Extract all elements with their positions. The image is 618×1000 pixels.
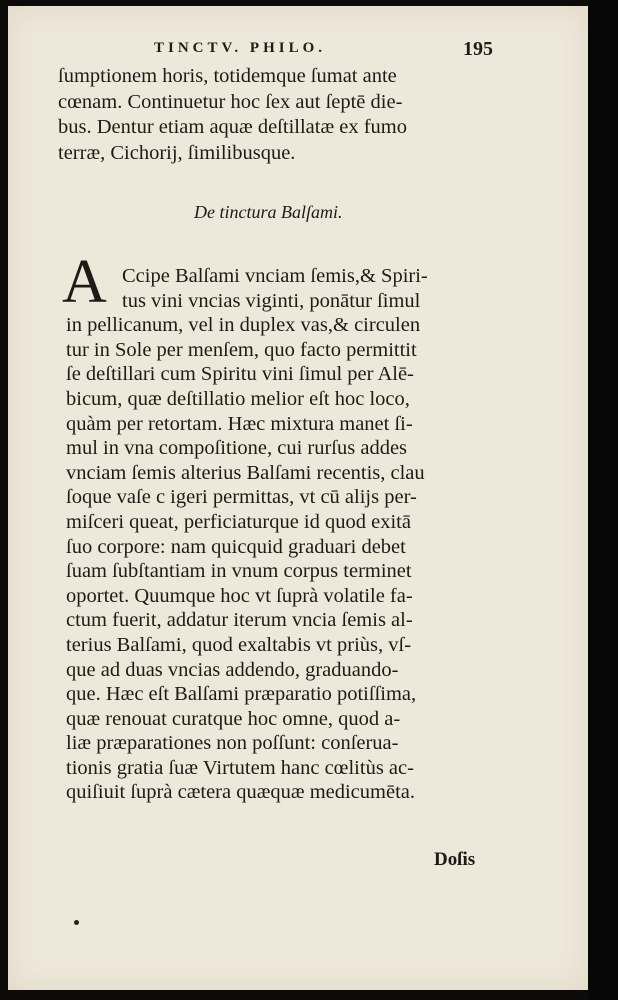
- text-line: ſe deſtillari cum Spiritu vini ſimul per Alē-: [66, 363, 414, 386]
- text-line: tur in Sole per menſem, quo facto permittit: [66, 338, 417, 361]
- drop-cap: A: [62, 248, 107, 316]
- text-line: mul in vna compoſitione, cui rurſus addes: [66, 437, 408, 460]
- continuation-paragraph: [58, 64, 508, 166]
- catchword: Doſis: [434, 849, 476, 870]
- running-head: TINCTV. PHILO.: [154, 40, 327, 56]
- text-line: ſumptionem horis, totidemque ſumat ante: [58, 65, 397, 87]
- text-line: liæ præparationes non poſſunt: conſerua-: [66, 732, 399, 755]
- text-line: tionis gratia ſuæ Virtutem hanc cœlitùs ac-: [66, 756, 414, 779]
- text-line: miſceri queat, perficiaturque id quod exitā: [66, 510, 411, 533]
- text-line: bus. Dentur etiam aquæ deſtillatæ ex fumo: [58, 116, 408, 138]
- page-number: 195: [463, 38, 493, 60]
- text-line: tus vini vncias viginti, ponātur ſimul: [122, 289, 421, 312]
- text-line: ſuo corpore: nam quicquid graduari debet: [66, 535, 406, 558]
- text-line: ſoque vaſe c igeri permittas, vt cū alijs per-: [66, 486, 417, 509]
- text-line: terius Balſami, quod exaltabis vt priùs, vſ-: [66, 633, 412, 656]
- body-paragraph: [66, 264, 506, 805]
- text-line: que ad duas vncias addendo, graduando-: [66, 658, 399, 681]
- text-line: in pellicanum, vel in duplex vas,& circulen: [66, 314, 421, 337]
- book-page: [8, 6, 588, 990]
- ink-speck: [74, 920, 79, 925]
- scan-edge-shadow: [588, 0, 618, 1000]
- text-line: ctum fuerit, addatur iterum vncia ſemis al-: [66, 609, 413, 632]
- text-line: oportet. Quumque hoc vt ſuprà volatile fa-: [66, 584, 413, 607]
- text-line: Ccipe Balſami vnciam ſemis,& Spiri-: [122, 265, 428, 287]
- text-line: quæ renouat curatque hoc omne, quod a-: [66, 707, 401, 730]
- section-heading: De tinctura Balſami.: [194, 202, 343, 222]
- text-line: cœnam. Continuetur hoc ſex aut ſeptē die-: [58, 90, 403, 113]
- text-line: que. Hæc eſt Balſami præparatio potiſſima,: [66, 683, 417, 706]
- text-line: quiſiuit ſuprà cætera quæquæ medicumēta.: [66, 781, 415, 804]
- text-line: vnciam ſemis alterius Balſami recentis, clau: [66, 461, 425, 484]
- text-line: terræ, Cichorij, ſimilibusque.: [58, 141, 296, 164]
- text-line: quàm per retortam. Hæc mixtura manet ſi-: [66, 412, 413, 435]
- text-line: ſuam ſubſtantiam in vnum corpus terminet: [66, 560, 412, 583]
- text-line: bicum, quæ deſtillatio melior eſt hoc loco,: [66, 387, 410, 410]
